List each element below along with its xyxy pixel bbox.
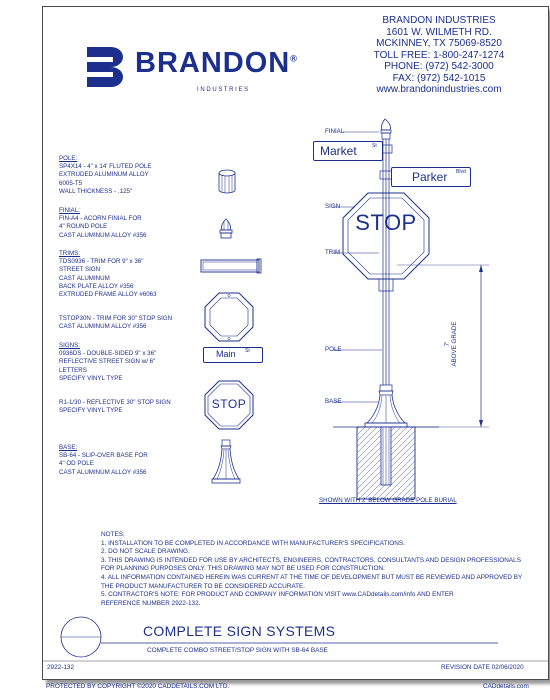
company-tollfree: TOLL FREE: 1-800-247-1274 [373,49,505,61]
spec-line: TDS0936 - TRIM FOR 9" x 36" [59,258,144,266]
spec-line: 4" OD POLE [59,460,94,468]
spec-line: CAST ALUMINUM ALLOY #356 [59,323,147,331]
burial-note: SHOWN WITH 2' BELOW GRADE POLE BURIAL [319,497,457,504]
spec-line: CAST ALUMINUM ALLOY #356 [59,468,147,476]
spec-signs-stop [59,399,171,415]
callout-sign: SIGN [325,203,341,210]
company-website[interactable]: www.brandonindustries.com [376,84,502,95]
spec-line: SPECIFY VINYL TYPE [59,407,123,415]
spec-line: EXTRUDED ALUMINUM ALLOY [59,171,149,179]
spec-trims-stop [59,315,172,331]
market-street-suffix: St [372,143,377,149]
spec-trims-heading: TRIMS: [59,250,80,257]
note-line: 2. DO NOT SCALE DRAWING. [101,548,190,556]
spec-pole-heading: POLE: [59,155,78,162]
company-info [339,15,539,96]
market-street-sign [313,141,383,161]
note-line: 3. THIS DRAWING IS INTENDED FOR USE BY ARCHITECTS, ENGINEERS, CONTRACTORS, CONSULTANTS AND DESIGN PROFESSIONALS [101,556,521,564]
spec-base-heading: BASE: [59,444,78,451]
note-line: REFERENCE NUMBER 2922-132. [101,599,201,607]
street-trim-thumbnail [199,257,263,275]
notes-block [101,531,522,608]
note-line: THE PRODUCT MANUFACTURER TO BE CONSIDERED ACCURATE. [101,582,306,590]
company-fax: FAX: (972) 542-1015 [392,72,486,84]
spec-line: SB-64 - SLIP-OVER BASE FOR [59,452,148,460]
page-title: COMPLETE SIGN SYSTEMS [143,623,336,639]
spec-finial-heading: FINIAL: [59,207,80,214]
parker-street-sign [391,167,471,187]
main-street-name: Main [216,349,236,359]
spec-signs-heading: SIGNS: [59,342,80,349]
main-street-sign-thumbnail [203,347,263,363]
spec-line: R1-1/30 - REFLECTIVE 30" STOP SIGN [59,399,171,406]
spec-line: FIN-A4 - ACORN FINIAL FOR [59,215,142,223]
spec-line: CAST ALUMINUM ALLOY #356 [59,231,147,239]
stop-trim-thumbnail [203,291,255,343]
reference-number: 2922-132 [47,664,75,671]
company-name: BRANDON INDUSTRIES [382,15,496,26]
note-line: 5. CONTRACTOR'S NOTE: FOR PRODUCT AND COMPANY INFORMATION VISIT www.CADdetails.com/info AND ENTER [101,591,454,599]
company-phone: PHONE: (972) 542-3000 [384,61,494,72]
brandon-logo [83,41,303,103]
callout-pole: POLE [325,346,342,353]
spec-base [59,444,148,477]
caddetails-link[interactable]: CADdetails.com [483,683,529,690]
note-line: 4. ALL INFORMATION CONTAINED HEREIN WAS CURRENT AT THE TIME OF DEVELOPMENT BUT MUST BE REVIEWED AND APPROVED BY [101,573,523,581]
stop-sign-text: STOP [355,210,417,235]
spec-finial [59,207,146,240]
brand-wordmark: BRANDON® [135,47,298,79]
parker-street-name: Parker [412,170,448,184]
copyright-notice: PROTECTED BY COPYRIGHT ©2020 CADDETAILS.COM LTD. [46,683,230,690]
dimension-label [444,304,458,384]
spec-line: SPECIFY VINYL TYPE [59,374,123,382]
callout-finial: FINIAL [325,128,345,135]
parker-street-suffix: Blvd [456,169,466,175]
spec-trims [59,250,157,299]
market-street-name: Market [320,144,357,158]
page-subtitle: COMPLETE COMBO STREET/STOP SIGN WITH SB-64 BASE [147,647,328,654]
spec-signs [59,342,156,383]
company-address-2: MCKINNEY, TX 75069-8520 [376,38,502,49]
spec-line: BACK PLATE ALLOY #356 [59,282,134,290]
stop-sign-thumbnail-text: STOP [211,397,247,411]
brand-tagline: I N D U S T R I E S [197,87,249,93]
pole-thumbnail [215,169,239,195]
spec-line: CAST ALUMINUM [59,274,110,282]
brandon-b-icon [83,45,127,89]
base-thumbnail [211,439,241,485]
spec-line: LETTERS [59,366,87,374]
note-line: FOR PLANNING PURPOSES ONLY. THIS DRAWING MAY NOT BE USED FOR CONSTRUCTION. [101,565,385,573]
drawing-sheet [42,6,549,680]
note-line: 1. INSTALLATION TO BE COMPLETED IN ACCORDANCE WITH MANUFACTURER'S SPECIFICATIONS. [101,539,405,547]
spec-pole [59,155,151,196]
spec-line: 6005-T5 [59,179,83,187]
callout-base: BASE [325,398,342,405]
spec-line: WALL THICKNESS - .125" [59,187,133,195]
spec-line: REFLECTIVE STREET SIGN w/ 6" [59,358,156,366]
spec-line: TSTOP30N - TRIM FOR 30" STOP SIGN [59,315,173,322]
revision-date: REVISION DATE 02/06/2020 [441,664,524,671]
spec-line: SP4X14 - 4" x 14' FLUTED POLE [59,163,152,171]
spec-line: 0936DS - DOUBLE-SIDED 9" x 36" [59,350,157,358]
callout-trim: TRIM [325,249,341,256]
dimension-text: ABOVE GRADE [451,321,458,367]
spec-line: 4" ROUND POLE [59,223,108,231]
finial-thumbnail [217,218,235,240]
notes-heading: NOTES: [101,531,125,538]
spec-line: STREET SIGN [59,266,101,274]
spec-line: EXTRUDED FRAME ALLOY #6063 [59,291,157,299]
main-street-suffix: St [245,348,250,354]
dimension-value: 7' [444,341,451,347]
company-address-1: 1601 W. WILMETH RD. [386,26,492,38]
